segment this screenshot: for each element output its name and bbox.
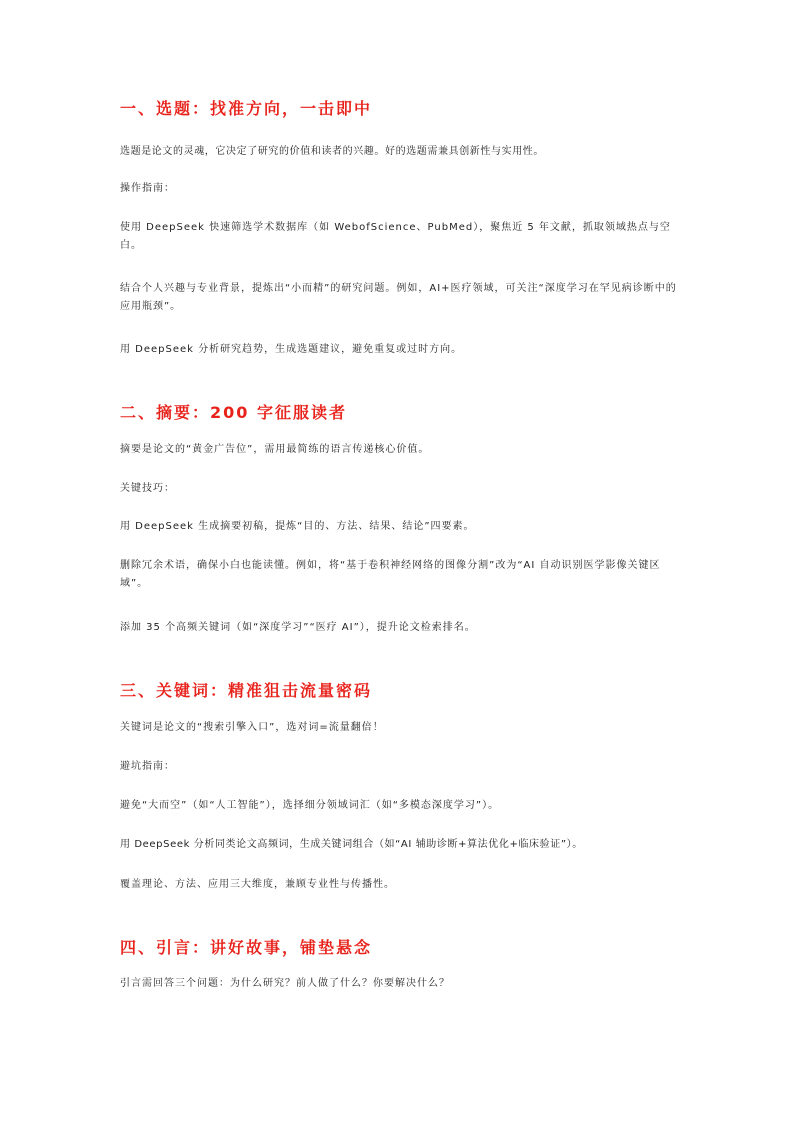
section-heading-4: 四、引言：讲好故事，铺垫悬念 — [120, 938, 373, 957]
section-2-paragraph-5: 添加 35 个高频关键词（如“深度学习”“医疗 AI”），提升论文检索排名。 — [120, 622, 476, 633]
section-1-paragraph-4: 结合个人兴趣与专业背景，提炼出“小而精”的研究问题。例如，AI+医疗领域，可关注“深度学习在罕见病诊断中的应用瓶颈”。 — [120, 283, 677, 312]
section-3-paragraph-5: 覆盖理论、方法、应用三大维度，兼顾专业性与传播性。 — [120, 879, 395, 890]
section-3-paragraph-4: 用 DeepSeek 分析同类论文高频词，生成关键词组合（如“AI 辅助诊断+算法优化+临床验证”）。 — [120, 839, 583, 850]
section-1-paragraph-3: 使用 DeepSeek 快速筛选学术数据库（如 WebofScience、PubMed），聚焦近 5 年文献，抓取领域热点与空白。 — [120, 222, 671, 251]
section-2-paragraph-2: 关键技巧： — [120, 483, 175, 494]
section-1-paragraph-1: 选题是论文的灵魂，它决定了研究的价值和读者的兴趣。好的选题需兼具创新性与实用性。 — [120, 146, 544, 157]
section-2-paragraph-1: 摘要是论文的“黄金广告位”，需用最简练的语言传递核心价值。 — [120, 444, 430, 455]
section-1-paragraph-2: 操作指南： — [120, 183, 175, 194]
section-2-paragraph-3: 用 DeepSeek 生成摘要初稿，提炼“目的、方法、结果、结论”四要素。 — [120, 521, 475, 532]
section-4-paragraph-1: 引言需回答三个问题：为什么研究？前人做了什么？你要解决什么？ — [120, 978, 450, 989]
section-2-paragraph-4: 删除冗余术语，确保小白也能读懂。例如，将“基于卷积神经网络的图像分割”改为“AI 自动识别医学影像关键区域”。 — [120, 560, 661, 589]
section-3-paragraph-2: 避坑指南： — [120, 761, 175, 772]
section-3-paragraph-3: 避免“大而空”（如“人工智能”），选择细分领域词汇（如“多模态深度学习”）。 — [120, 800, 500, 811]
section-3-paragraph-1: 关键词是论文的“搜索引擎入口”，选对词=流量翻倍！ — [120, 722, 384, 733]
section-heading-1: 一、选题：找准方向，一击即中 — [120, 99, 373, 118]
section-heading-2: 二、摘要：200 字征服读者 — [120, 403, 347, 422]
section-heading-3: 三、关键词：精准狙击流量密码 — [120, 681, 373, 700]
section-1-paragraph-5: 用 DeepSeek 分析研究趋势，生成选题建议，避免重复或过时方向。 — [120, 344, 463, 355]
